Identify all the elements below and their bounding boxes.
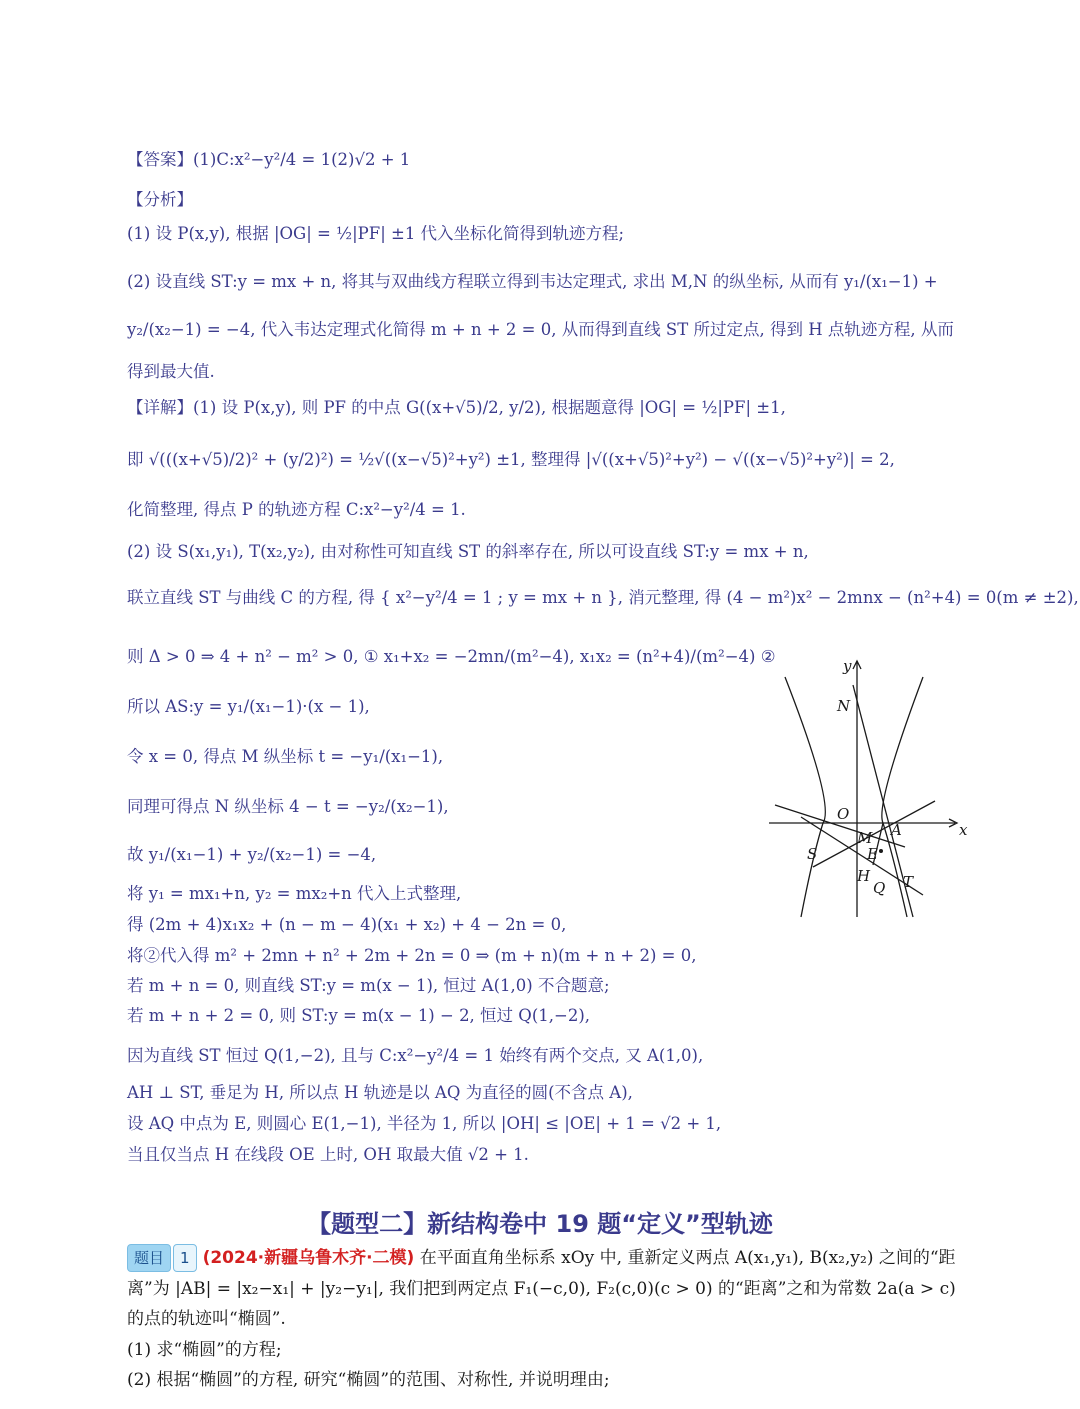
detail-line-6: 则 Δ > 0 ⇒ 4 + n² − m² > 0, ① x₁+x₂ = −2mn/(m²−4), x₁x₂ = (n²+4)/(m²−4) ②	[127, 647, 776, 666]
analysis-line-1: (1) 设 P(x,y), 根据 |OG| = ½|PF| ±1 代入坐标化简得到轨迹方程;	[127, 224, 625, 243]
detail-line-8: 令 x = 0, 得点 M 纵坐标 t = −y₁/(x₁−1),	[127, 747, 444, 766]
detail-line-17: AH ⊥ ST, 垂足为 H, 所以点 H 轨迹是以 AQ 为直径的圆(不含点 A),	[127, 1083, 633, 1102]
question-line-3: 的点的轨迹叫“椭圆”.	[127, 1309, 286, 1329]
detail-line-5: 联立直线 ST 与曲线 C 的方程, 得 { x²−y²/4 = 1 ; y = mx + n }, 消元整理, 得 (4 − m²)x² − 2mnx − (n²+4) = 0(m ≠ ±2),	[127, 588, 1079, 607]
detail-line-1: 【详解】(1) 设 P(x,y), 则 PF 的中点 G((x+√5)/2, y/2), 根据题意得 |OG| = ½|PF| ±1,	[127, 398, 786, 417]
detail-line-2: 即 √(((x+√5)/2)² + (y/2)²) = ½√((x−√5)²+y²) ±1, 整理得 |√((x+√5)²+y²) − √((x−√5)²+y²)| = 2,	[127, 450, 895, 469]
label-E: E	[867, 845, 878, 863]
detail-line-7: 所以 AS:y = y₁/(x₁−1)·(x − 1),	[127, 697, 370, 716]
question-source: (2024·新疆乌鲁木齐·二模)	[202, 1248, 415, 1268]
label-y: y	[843, 657, 852, 675]
hyperbola-figure	[765, 655, 985, 925]
question-text-1: 在平面直角坐标系 xOy 中, 重新定义两点 A(x₁,y₁), B(x₂,y₂) 之间的“距	[419, 1248, 956, 1268]
detail-line-19: 当且仅当点 H 在线段 OE 上时, OH 取最大值 √2 + 1.	[127, 1145, 529, 1164]
point-E	[879, 849, 883, 853]
question-badge: 题目	[127, 1244, 171, 1272]
detail-line-3: 化简整理, 得点 P 的轨迹方程 C:x²−y²/4 = 1.	[127, 500, 466, 519]
left-branch	[785, 677, 825, 917]
question-line-1	[127, 1244, 980, 1272]
analysis-line-2: (2) 设直线 ST:y = mx + n, 将其与双曲线方程联立得到韦达定理式, 求出 M,N 的纵坐标, 从而有 y₁/(x₁−1) +	[127, 272, 938, 291]
label-Q: Q	[873, 879, 886, 897]
label-x: x	[959, 821, 968, 839]
label-O: O	[837, 805, 850, 823]
analysis-line-4: 得到最大值.	[127, 362, 215, 381]
question-sub-2: (2) 根据“椭圆”的方程, 研究“椭圆”的范围、对称性, 并说明理由;	[127, 1370, 610, 1390]
detail-line-9: 同理可得点 N 纵坐标 4 − t = −y₂/(x₂−1),	[127, 797, 449, 816]
label-H: H	[857, 867, 871, 885]
question-sub-1: (1) 求“椭圆”的方程;	[127, 1340, 282, 1360]
detail-line-13: 将②代入得 m² + 2mn + n² + 2m + 2n = 0 ⇒ (m + n)(m + n + 2) = 0,	[127, 946, 697, 965]
section-title: 【题型二】新结构卷中 19 题“定义”型轨迹	[307, 1210, 773, 1238]
detail-line-4: (2) 设 S(x₁,y₁), T(x₂,y₂), 由对称性可知直线 ST 的斜率存在, 所以可设直线 ST:y = mx + n,	[127, 542, 809, 561]
detail-line-15: 若 m + n + 2 = 0, 则 ST:y = m(x − 1) − 2, 恒过 Q(1,−2),	[127, 1006, 591, 1025]
question-number: 1	[173, 1244, 197, 1272]
answer-line: 【答案】(1)C:x²−y²/4 = 1(2)√2 + 1	[127, 150, 411, 169]
detail-line-12: 得 (2m + 4)x₁x₂ + (n − m − 4)(x₁ + x₂) + 4 − 2n = 0,	[127, 915, 567, 934]
question-line-2: 离”为 |AB| = |x₂−x₁| + |y₂−y₁|, 我们把到两定点 F₁(−c,0), F₂(c,0)(c > 0) 的“距离”之和为常数 2a(a > c)	[127, 1279, 956, 1299]
label-M: M	[857, 829, 873, 847]
analysis-heading: 【分析】	[127, 190, 193, 209]
detail-line-18: 设 AQ 中点为 E, 则圆心 E(1,−1), 半径为 1, 所以 |OH| ≤ |OE| + 1 = √2 + 1,	[127, 1114, 722, 1133]
label-N: N	[837, 697, 851, 715]
detail-line-10: 故 y₁/(x₁−1) + y₂/(x₂−1) = −4,	[127, 845, 377, 864]
analysis-line-3: y₂/(x₂−1) = −4, 代入韦达定理式化简得 m + n + 2 = 0, 从而得到直线 ST 所过定点, 得到 H 点轨迹方程, 从而	[127, 320, 954, 339]
detail-line-14: 若 m + n = 0, 则直线 ST:y = m(x − 1), 恒过 A(1,0) 不合题意;	[127, 976, 610, 995]
label-S: S	[807, 845, 818, 863]
label-T: T	[903, 873, 914, 891]
detail-line-11: 将 y₁ = mx₁+n, y₂ = mx₂+n 代入上式整理,	[127, 884, 462, 903]
label-A: A	[891, 821, 902, 839]
detail-line-16: 因为直线 ST 恒过 Q(1,−2), 且与 C:x²−y²/4 = 1 始终有两个交点, 又 A(1,0),	[127, 1046, 704, 1065]
